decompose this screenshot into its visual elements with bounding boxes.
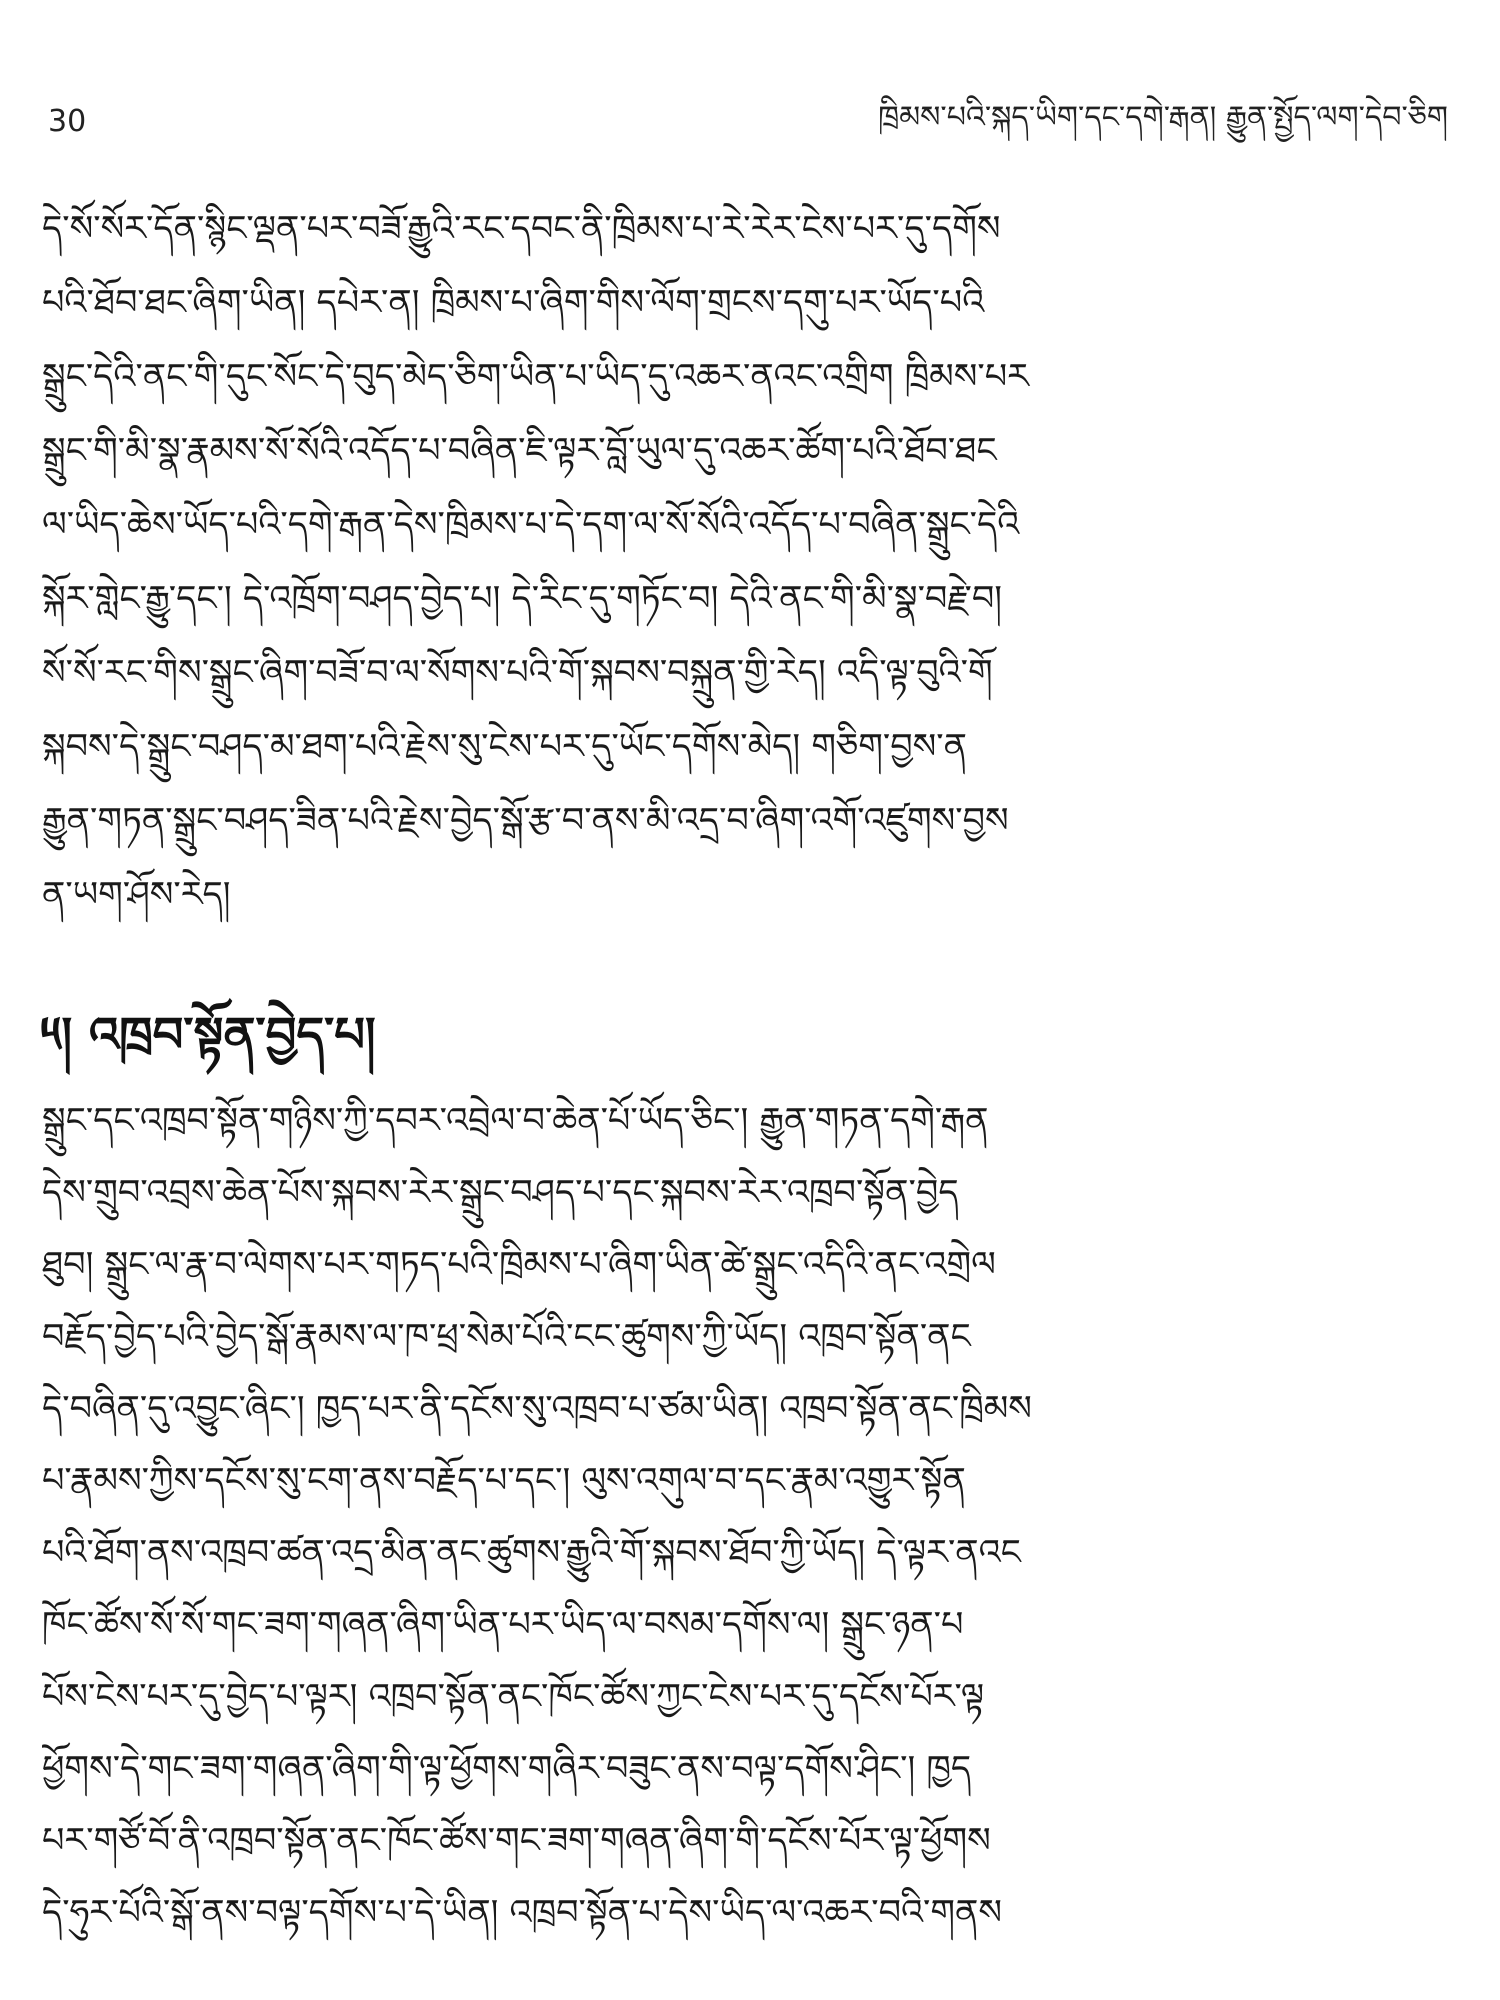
section-heading: ༥། འཁྲབ་སྟོན་བྱེད་པ། bbox=[40, 1007, 376, 1063]
text-line: པའི་ཐོག་ནས་འཁྲབ་ཚན་འདྲ་མིན་ནང་ཚུགས་རྒྱུའི་གོ་སྐབས་ཐོབ་ཀྱི་ཡོད། དེ་ལྟར་ནའང bbox=[42, 1533, 1021, 1573]
text-line: པོས་ངེས་པར་དུ་བྱེད་པ་ལྟར། འཁྲབ་སྟོན་ནང་ཁོང་ཚོས་ཀྱང་ངེས་པར་དུ་དངོས་པོར་ལྟ bbox=[42, 1677, 985, 1717]
text-line: སྐབས་དེ་སྒྲུང་བཤད་མ་ཐག་པའི་རྗེས་སུ་ངེས་པར་དུ་ཡོང་དགོས་མེད། གཅིག་བྱས་ན bbox=[42, 727, 967, 767]
text-line: པ་རྣམས་ཀྱིས་དངོས་སུ་ངག་ནས་བརྗོད་པ་དང་། ལུས་འགུལ་བ་དང་རྣམ་འགྱུར་སྟོན bbox=[42, 1461, 966, 1501]
text-line: ཐུབ། སྒྲུང་ལ་རྣ་བ་ལེགས་པར་གཏད་པའི་ཁྲིམས་པ་ཞིག་ཡིན་ཚེ་སྒྲུང་འདིའི་ནང་འགྲེལ bbox=[42, 1245, 996, 1285]
paragraph-1 bbox=[42, 192, 1454, 932]
text-line: དེ་སོ་སོར་དོན་སྙིང་ལྡན་པར་བཟོ་རྒྱུའི་རང་དབང་ནི་ཁྲིམས་པ་རེ་རེར་ངེས་པར་དུ་དགོས bbox=[42, 209, 1001, 249]
page-number: 30 bbox=[48, 104, 87, 139]
text-line: དེས་གྲུབ་འབྲས་ཆེན་པོས་སྐབས་རེར་སྒྲུང་བཤད་པ་དང་སྐབས་རེར་འཁྲབ་སྟོན་བྱེད bbox=[42, 1173, 959, 1213]
running-header: ཁྲིམས་པའི་སྐད་ཡིག་དང་དགེ་རྒན། རྒྱུན་སྤྱོད་ལག་དེབ་ཅིག bbox=[878, 100, 1448, 135]
paragraph-2 bbox=[42, 1085, 1454, 1949]
text-line: ན་ཡག་ཤོས་རེད། bbox=[42, 875, 231, 915]
text-line: ཕྱོགས་དེ་གང་ཟག་གཞན་ཞིག་གི་ལྟ་ཕྱོགས་གཞིར་བཟུང་ནས་བལྟ་དགོས་ཤིང་། ཁྱད bbox=[42, 1749, 972, 1789]
text-line: ལ་ཡིད་ཆེས་ཡོད་པའི་དགེ་རྒན་དེས་ཁྲིམས་པ་དེ་དག་ལ་སོ་སོའི་འདོད་པ་བཞིན་སྒྲུང་དེའི bbox=[42, 505, 1020, 545]
text-line: པའི་ཐོབ་ཐང་ཞིག་ཡིན། དཔེར་ན། ཁྲིམས་པ་ཞིག་གིས་ལོག་གྲངས་དགུ་པར་ཡོད་པའི bbox=[42, 283, 985, 323]
text-line: པར་གཙོ་བོ་ནི་འཁྲབ་སྟོན་ནང་ཁོང་ཚོས་གང་ཟག་གཞན་ཞིག་གི་དངོས་པོར་ལྟ་ཕྱོགས bbox=[42, 1821, 991, 1861]
text-line: དེ་བཞིན་དུ་འབྱུང་ཞིང་། ཁྱད་པར་ནི་དངོས་སུ་འཁྲབ་པ་ཙམ་ཡིན། འཁྲབ་སྟོན་ནང་ཁྲིམས bbox=[42, 1389, 1032, 1429]
text-line: བརྗོད་བྱེད་པའི་བྱེད་སྒོ་རྣམས་ལ་ཁ་ཕྲ་སེམ་པོའི་ངང་ཚུགས་ཀྱི་ཡོད། འཁྲབ་སྟོན་ནང bbox=[42, 1317, 971, 1357]
text-line: དེ་ཧུར་པོའི་སྒོ་ནས་བལྟ་དགོས་པ་དེ་ཡིན། འཁྲབ་སྟོན་པ་དེས་ཡིད་ལ་འཆར་བའི་གནས bbox=[42, 1893, 1003, 1933]
text-line: སྒྲུང་དང་འཁྲབ་སྟོན་གཉིས་ཀྱི་དབར་འབྲེལ་བ་ཆེན་པོ་ཡོད་ཅིང་། རྒྱུན་གཏན་དགེ་རྒན bbox=[42, 1101, 989, 1141]
text-line: སྒྲུང་གི་མི་སྣ་རྣམས་སོ་སོའི་འདོད་པ་བཞིན་ཇི་ལྟར་བློ་ཡུལ་དུ་འཆར་ཚོག་པའི་ཐོབ་ཐང bbox=[42, 431, 997, 471]
text-line: ཁོང་ཚོས་སོ་སོ་གང་ཟག་གཞན་ཞིག་ཡིན་པར་ཡིད་ལ་བསམ་དགོས་ལ། སྒྲུང་ཉན་པ bbox=[42, 1605, 964, 1645]
text-line: སོ་སོ་རང་གིས་སྒྲུང་ཞིག་བཟོ་བ་ལ་སོགས་པའི་གོ་སྐབས་བསྐྲུན་གྱི་རེད། འདི་ལྟ་བུའི་གོ bbox=[42, 653, 993, 693]
text-line: སྐོར་གླེང་རྒྱུ་དང་། དེ་འཁྲོག་བཤད་བྱེད་པ། དེ་རིང་དུ་གཏོང་བ། དེའི་ནང་གི་མི་སྣ་བརྗེ་བ། bbox=[42, 579, 1003, 619]
text-line: སྒྲུང་དེའི་ནང་གི་དུང་སོང་དེ་བུད་མེད་ཅིག་ཡིན་པ་ཡིད་དུ་འཆར་ནའང་འགྲིག ཁྲིམས་པར bbox=[42, 357, 1029, 397]
text-line: རྒྱུན་གཏན་སྒྲུང་བཤད་ཟིན་པའི་རྗེས་བྱེད་སྒོ་རྩ་བ་ནས་མི་འདྲ་བ་ཞིག་འགོ་འཛུགས་བྱས bbox=[42, 801, 1009, 841]
